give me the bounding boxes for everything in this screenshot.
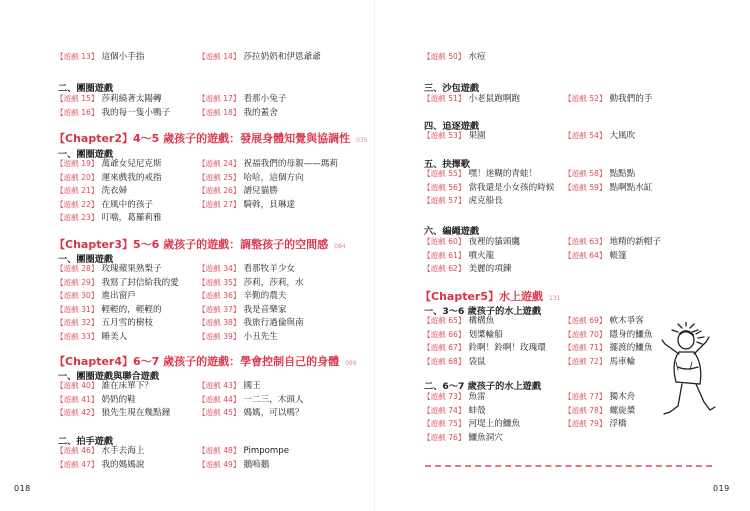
game-entry [564,329,652,341]
game-title: 螺旋槳 [609,405,636,416]
game-entry [564,356,635,368]
game-number-tag: 【遊戲 24】 [198,159,241,168]
game-title: 輕輕的，輕輕的 [101,304,162,315]
game-number-tag: 【遊戲 18】 [198,107,241,117]
game-entry [56,407,170,419]
game-entry [198,317,304,329]
game-number-tag: 【遊戲 60】 [423,237,466,246]
game-entry [56,394,136,406]
game-number-tag: 【遊戲 15】 [56,94,99,103]
game-entry [198,290,286,302]
game-title: 浮橋 [609,419,627,429]
game-number-tag: 【遊戲 63】 [564,237,607,246]
game-entry [564,168,635,180]
game-title: 我寫了封信給我的愛 [101,277,179,288]
chapter5-heading: 【Chapter5】水上遊戲 131 [420,290,561,303]
game-title: 洗衣婦 [101,186,128,196]
chapter3-heading: 【Chapter3】5～6 歲孩子的遊戲：調整孩子的空間感 084 [54,238,346,251]
game-title: 鱷魚洞穴 [468,432,503,443]
game-title: 軟木爭客 [609,316,644,326]
game-title: 我是音樂家 [243,304,287,315]
game-number-tag: 【遊戲 17】 [198,94,241,103]
game-number-tag: 【遊戲 50】 [423,52,466,61]
game-entry [423,168,537,180]
game-number-tag: 【遊戲 54】 [564,131,607,140]
game-number-tag: 【遊戲 76】 [423,432,466,442]
game-number-tag: 【遊戲 44】 [198,394,241,404]
game-entry [423,432,503,444]
game-title: 大風吹 [609,131,636,141]
game-title: 魚雷 [468,392,486,402]
game-title: 這個小手指 [101,52,145,62]
game-entry [198,380,261,392]
game-entry [564,405,635,417]
game-title: 虎克船長 [468,196,503,206]
game-entry [198,407,304,419]
game-entry [423,356,486,368]
game-title: 水手去海上 [101,446,145,456]
game-number-tag: 【遊戲 13】 [56,52,99,61]
game-title: 我的媽媽說 [101,459,145,470]
game-number-tag: 【遊戲 36】 [198,291,241,300]
game-number-tag: 【遊戲 29】 [56,277,99,287]
game-entry [56,380,153,392]
game-entry [198,445,289,457]
chapter2-heading: 【Chapter2】4～5 歲孩子的遊戲：發展身體知覺與協調性 075 [54,132,368,145]
game-title: 譜兒貓勝 [243,186,278,196]
game-title: 進出窗戶 [101,291,136,301]
game-entry [423,329,503,341]
game-title: 國王 [243,381,261,391]
game-title: 水痘 [468,52,486,62]
game-title: 莎莉繞著太陽轉 [101,94,162,104]
right-page [375,0,750,511]
game-number-tag: 【遊戲 64】 [564,250,607,260]
section-title: 二、拍手遊戲 [58,436,114,447]
game-number-tag: 【遊戲 33】 [56,331,99,341]
game-title: 小丑先生 [243,331,278,342]
game-entry [198,172,304,184]
game-entry [423,51,486,63]
game-title: 騎斡，貝琳達 [243,199,296,210]
game-entry [564,236,661,248]
game-title: 奶奶的鞋 [101,394,136,405]
game-number-tag: 【遊戲 47】 [56,459,99,469]
game-entry [56,317,153,329]
game-entry [423,195,503,207]
game-title: 莎拉奶奶和伊恩爺爺 [243,52,321,62]
game-number-tag: 【遊戲 62】 [423,264,466,273]
game-entry [56,263,162,275]
game-number-tag: 【遊戲 67】 [423,343,466,352]
section-title: 三、沙包遊戲 [424,83,480,94]
section-title: 四、追逐遊戲 [424,121,480,132]
game-title: 果園 [468,131,486,141]
page-number: 018 [14,484,31,493]
game-number-tag: 【遊戲 32】 [56,318,99,327]
game-entry [198,93,286,105]
section-title: 一、團圈遊戲 [58,149,114,160]
game-title: 鈴啊！鈴啊！玫瑰環 [468,343,546,353]
section-title: 五、抉擇歌 [424,159,470,170]
game-entry [198,51,321,63]
game-entry [56,93,162,105]
game-number-tag: 【遊戲 25】 [198,172,241,182]
game-entry [56,172,162,184]
game-number-tag: 【遊戲 41】 [56,394,99,404]
game-title: 鵝嗚鵝 [243,459,270,470]
game-entry [423,342,546,354]
game-title: 隱身的鱷魚 [609,329,653,340]
game-entry [564,130,635,142]
game-entry [198,459,269,471]
game-number-tag: 【遊戲 48】 [198,446,241,455]
game-number-tag: 【遊戲 68】 [423,356,466,366]
game-title: 小老鼠跑啊跑 [468,94,521,104]
game-number-tag: 【遊戲 38】 [198,318,241,327]
game-entry [423,263,511,275]
game-title: 地精的新帽子 [609,237,662,247]
game-entry [198,277,304,289]
game-title: 狼先生現在幾點鐘 [101,408,171,418]
game-entry [564,182,652,194]
game-title: 馬車輪 [609,356,636,367]
game-entry [56,185,127,197]
game-number-tag: 【遊戲 28】 [56,264,99,273]
game-entry [56,158,162,170]
game-number-tag: 【遊戲 59】 [564,182,607,192]
game-number-tag: 【遊戲 65】 [423,316,466,325]
game-entry [198,331,278,343]
game-entry [423,391,486,403]
game-title: 河堤上的鱷魚 [468,419,521,429]
game-title: 祝福我們的母親——瑪莉 [243,159,338,169]
game-number-tag: 【遊戲 45】 [198,408,241,417]
game-entry [56,459,144,471]
game-number-tag: 【遊戲 78】 [564,405,607,415]
game-entry [56,212,162,224]
game-title: 擺渡的鱷魚 [609,343,653,353]
game-number-tag: 【遊戲 39】 [198,331,241,341]
game-number-tag: 【遊戲 79】 [564,419,607,428]
game-title: 睡美人 [101,331,128,342]
game-entry [198,107,278,119]
game-number-tag: 【遊戲 56】 [423,182,466,192]
game-title: Pimpompe [243,446,290,456]
game-number-tag: 【遊戲 77】 [564,392,607,401]
game-entry [198,263,295,275]
game-title: 辛勤的農夫 [243,291,287,301]
game-number-tag: 【遊戲 73】 [423,392,466,401]
game-number-tag: 【遊戲 57】 [423,196,466,205]
game-number-tag: 【遊戲 71】 [564,343,607,352]
game-title: 莎莉，莎莉，水 [243,277,304,288]
game-number-tag: 【遊戲 23】 [56,213,99,222]
page-number: 019 [713,484,730,493]
game-entry [423,405,486,417]
game-number-tag: 【遊戲 27】 [198,199,241,209]
game-number-tag: 【遊戲 16】 [56,107,99,117]
game-number-tag: 【遊戲 21】 [56,186,99,195]
game-number-tag: 【遊戲 34】 [198,264,241,273]
game-number-tag: 【遊戲 69】 [564,316,607,325]
game-title: 獨木舟 [609,392,636,402]
game-number-tag: 【遊戲 53】 [423,131,466,140]
section-title: 二、6～7 歲孩子的水上遊戲 [424,381,542,392]
game-number-tag: 【遊戲 72】 [564,356,607,366]
game-title: 看那牧羊少女 [243,264,296,274]
game-number-tag: 【遊戲 20】 [56,172,99,182]
game-title: 當我還是小女孩的時候 [468,182,555,193]
game-title: 構構魚 [468,316,495,326]
game-number-tag: 【遊戲 35】 [198,277,241,287]
game-title: 點點點 [609,169,636,179]
game-number-tag: 【遊戲 42】 [56,408,99,417]
game-title: 誰在床單下？ [101,381,154,391]
game-number-tag: 【遊戲 43】 [198,381,241,390]
child-illustration [652,322,722,432]
game-number-tag: 【遊戲 19】 [56,159,99,168]
game-title: 在風中的孩子 [101,199,154,210]
game-entry [198,158,338,170]
chapter4-heading: 【Chapter4】6～7 歲孩子的遊戲：學會控制自己的身體 099 [54,355,357,368]
game-title: 運來戲我的戒指 [101,172,162,183]
section-title: 一、團圈遊戲 [58,254,114,265]
game-entry [423,130,486,142]
section-title: 一、團圈遊戲與聯合遊戲 [58,371,160,382]
game-title: 嘿！迷糊的青蛙！ [468,169,538,179]
game-title: 玫瑰蘋果熟梨子 [101,264,162,274]
game-entry [56,51,144,63]
game-number-tag: 【遊戲 40】 [56,381,99,390]
game-number-tag: 【遊戲 75】 [423,419,466,428]
game-entry [423,418,520,430]
game-title: 噴火龍 [468,250,495,261]
game-number-tag: 【遊戲 46】 [56,446,99,455]
game-number-tag: 【遊戲 55】 [423,169,466,178]
game-title: 我旅行過倫與南 [243,318,304,328]
game-title: 夜裡的貓頭鷹 [468,237,521,247]
section-title: 一、3～6 歲孩子的水上遊戲 [424,306,542,317]
game-number-tag: 【遊戲 61】 [423,250,466,260]
game-number-tag: 【遊戲 52】 [564,94,607,103]
game-entry [564,93,652,105]
game-entry [56,331,127,343]
game-entry [423,93,520,105]
game-entry [56,290,136,302]
game-title: 動我們的手 [609,94,653,104]
game-entry [198,199,295,211]
game-entry [198,185,278,197]
game-entry [423,182,554,194]
game-entry [564,418,627,430]
game-entry [56,445,144,457]
game-title: 點啊點水缸 [609,182,653,193]
game-entry [56,199,153,211]
game-title: 袋鼠 [468,356,486,367]
game-title: 我的每一隻小鴨子 [101,107,171,118]
game-title: 叮噹，葛羅莉雅 [101,213,162,223]
game-number-tag: 【遊戲 22】 [56,199,99,209]
game-title: 划槳輪船 [468,329,503,340]
game-title: 一二三，木頭人 [243,394,304,405]
game-entry [198,394,304,406]
game-number-tag: 【遊戲 14】 [198,52,241,61]
game-title: 帳篷 [609,250,627,261]
game-number-tag: 【遊戲 37】 [198,304,241,314]
game-number-tag: 【遊戲 30】 [56,291,99,300]
game-entry [564,250,627,262]
game-number-tag: 【遊戲 26】 [198,186,241,195]
game-entry [56,304,162,316]
game-number-tag: 【遊戲 31】 [56,304,99,314]
game-title: 媽媽，可以嗎？ [243,408,304,418]
game-entry [423,250,494,262]
game-entry [56,277,179,289]
game-number-tag: 【遊戲 58】 [564,169,607,178]
game-title: 蚌殼 [468,405,486,416]
game-entry [564,342,652,354]
game-entry [564,391,635,403]
game-title: 看那小兔子 [243,94,287,104]
game-number-tag: 【遊戲 74】 [423,405,466,415]
game-entry [198,304,286,316]
game-title: 哈哈，這個方向 [243,172,304,183]
game-number-tag: 【遊戲 66】 [423,329,466,339]
section-title: 六、編繩遊戲 [424,226,480,237]
game-entry [423,236,520,248]
game-entry [564,315,644,327]
section-title: 二、團圈遊戲 [58,83,114,94]
game-number-tag: 【遊戲 49】 [198,459,241,469]
game-title: 萬爺女兒尼克斯 [101,159,162,169]
dashed-divider [425,465,712,467]
game-number-tag: 【遊戲 70】 [564,329,607,339]
game-title: 美麗的項鍊 [468,264,512,274]
game-title: 我的蓋舍 [243,107,278,118]
game-entry [423,315,494,327]
game-number-tag: 【遊戲 51】 [423,94,466,103]
game-title: 五月雪的樹枝 [101,318,154,328]
game-entry [56,107,170,119]
